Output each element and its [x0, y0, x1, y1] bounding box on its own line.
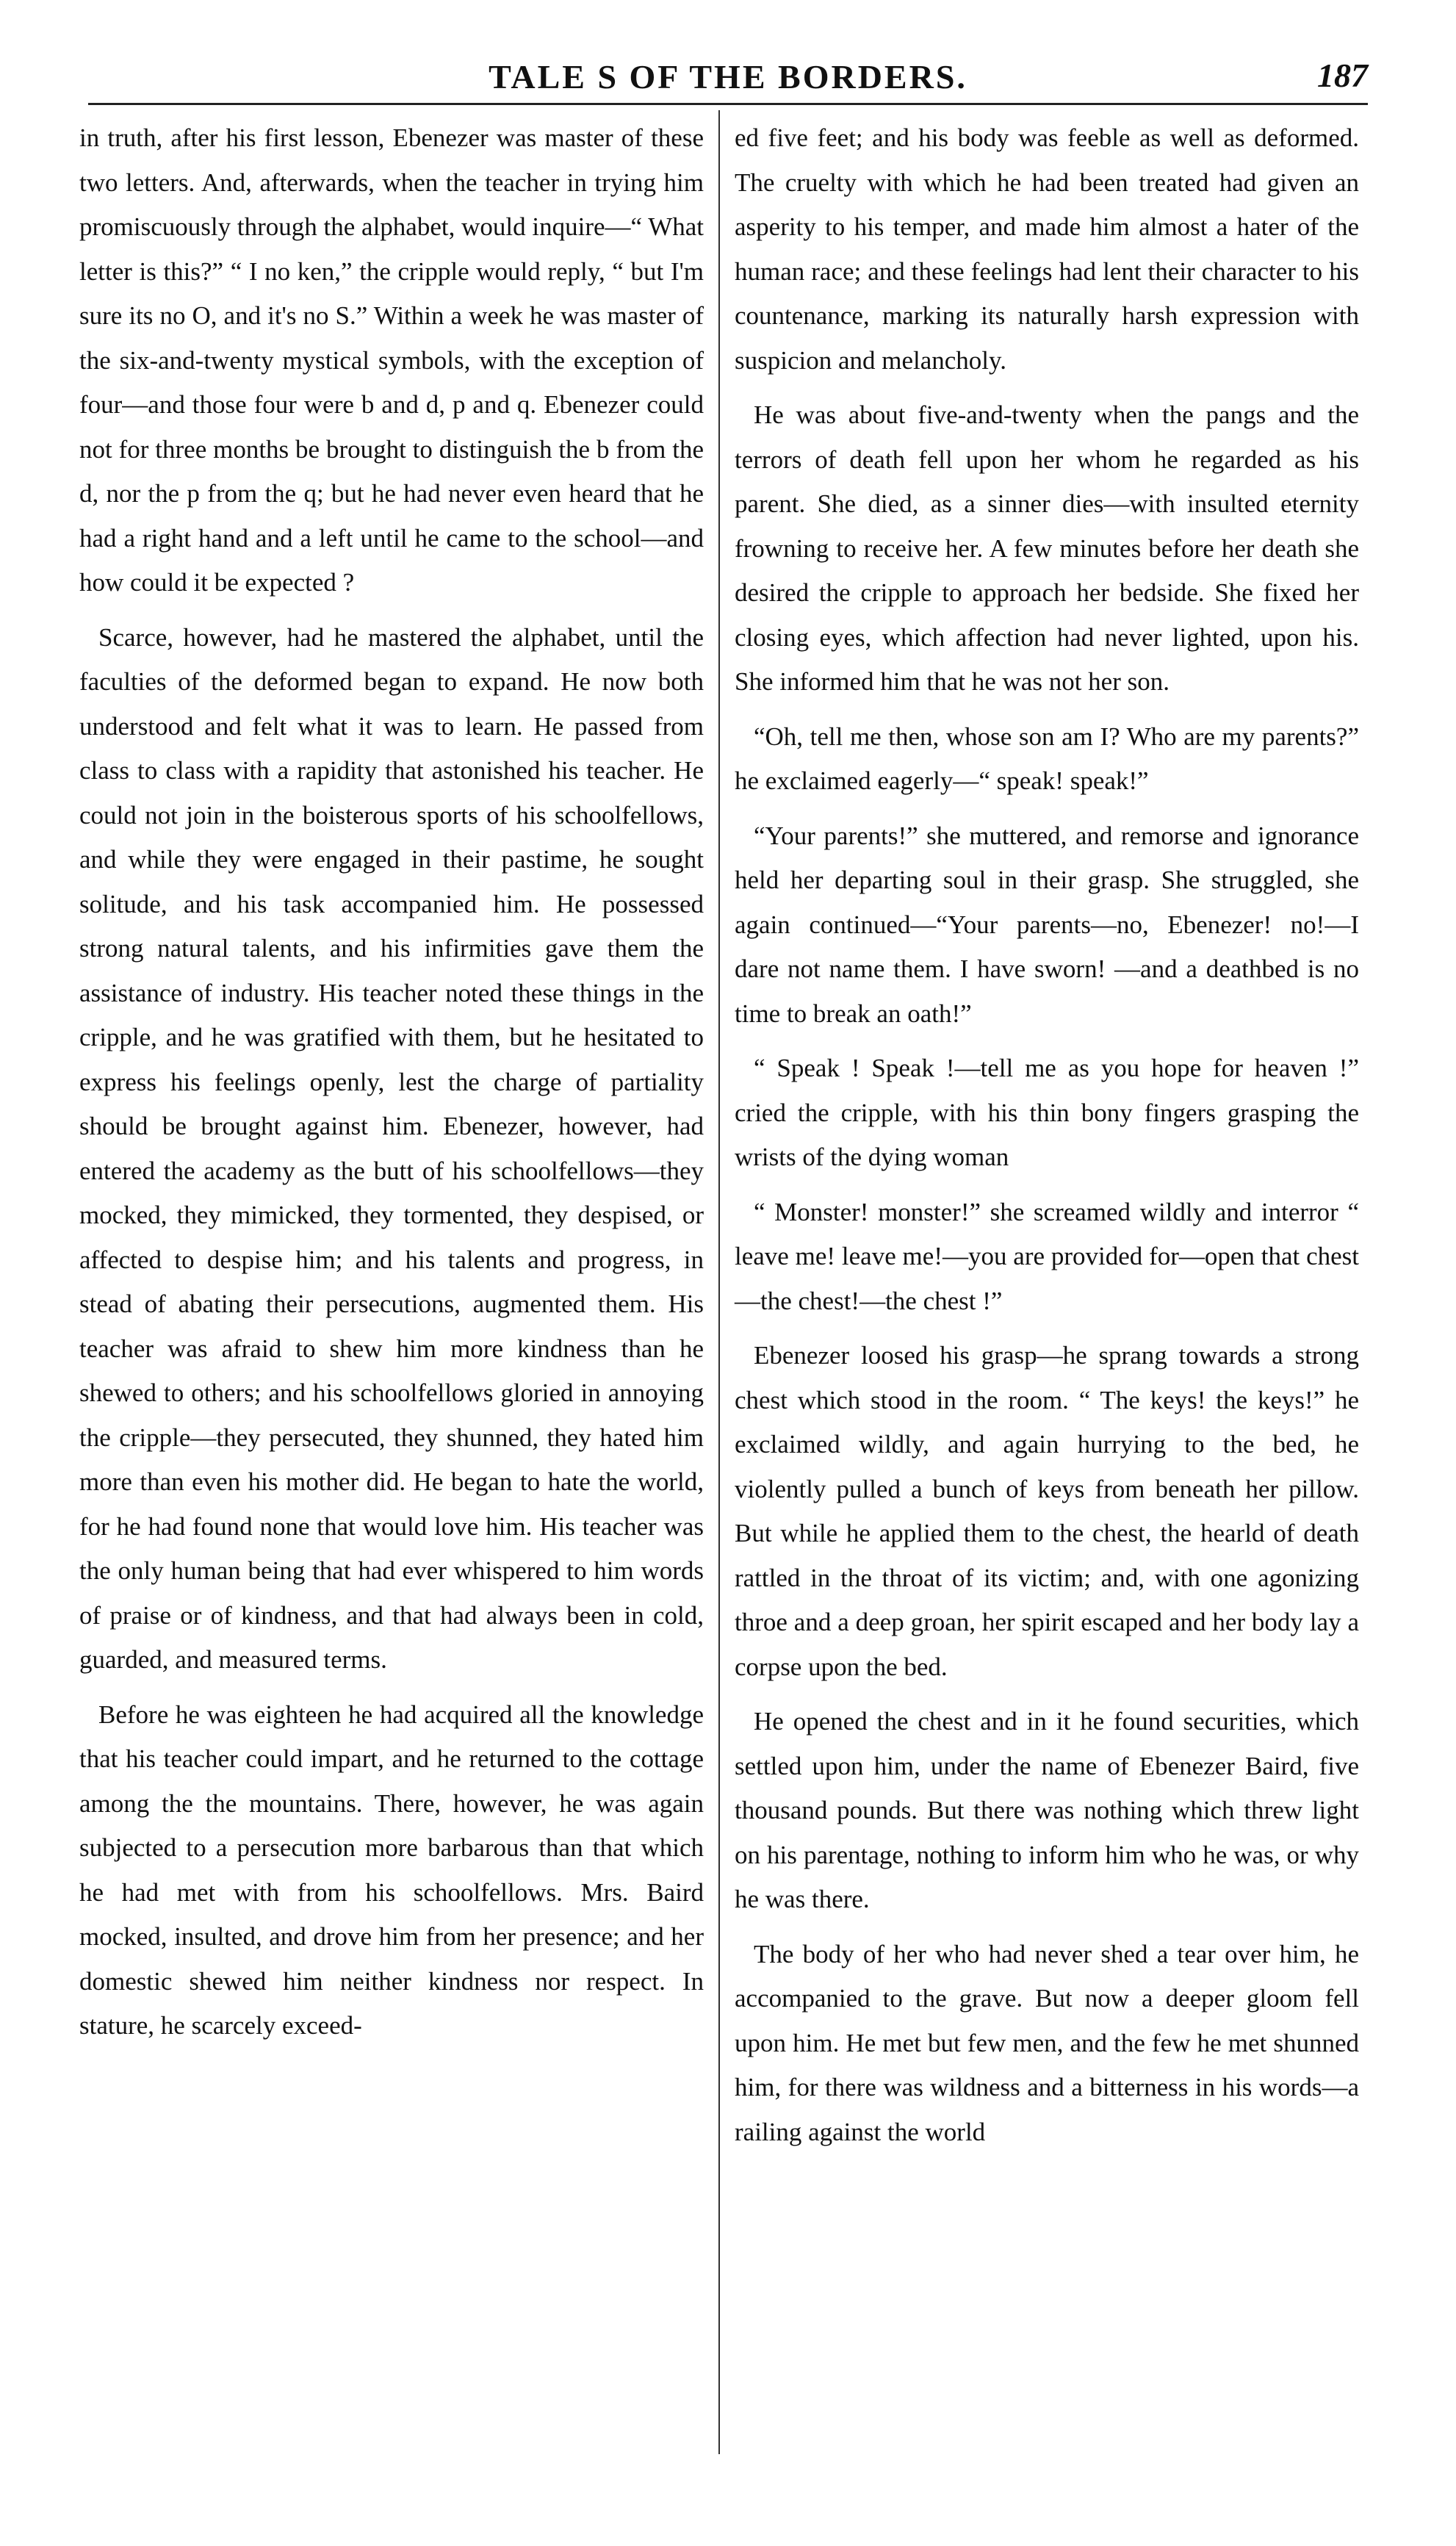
right-paragraph-5: “ Speak ! Speak !—tell me as you hope for heaven !” cried the cripple, with his thin bony fingers grasping the wrists of the dying woman: [735, 1054, 1359, 1171]
column-divider: [718, 110, 720, 2454]
right-paragraph-7: Ebenezer loosed his grasp—he sprang towards a strong chest which stood in the room. “ The keys! the keys!” he exclaimed wildly, and again hurrying to the bed, he violently pulled a bunch of keys from beneath her pillow. But while he applied them to the chest, the hearld of death rattled in the throat of its victim; and, with one agonizing throe and a deep groan, her spirit escaped and her body lay a corpse upon the bed.: [735, 1341, 1359, 1681]
left-paragraph-2: Scarce, however, had he mastered the alphabet, until the faculties of the deformed began to expand. He now both understood and felt what it was to learn. He passed from class to class with a rapidity that astonished his teacher. He could not join in the boisterous sports of his schoolfellows, and while they were engaged in their pastime, he sought solitude, and his task accompanied him. He possessed strong natural talents, and his infirmities gave them the assistance of industry. His teacher noted these things in the cripple, and he was gratified with them, but he hesitated to express his feelings openly, lest the charge of partiality should be brought against him. Ebenezer, however, had entered the academy as the butt of his schoolfellows—they mocked, they mimicked, they tormented, they despised, or affected to despise him; and his talents and progress, in stead of abating their persecutions, augmented them. His teacher was afraid to shew him more kindness than he shewed to others; and his schoolfellows gloried in annoying the cripple—they persecuted, they shunned, they hated him more than even his mother did. He began to hate the world, for he had found none that would love him. His teacher was the only human being that had ever whispered to him words of praise or of kindness, and that had always been in cold, guarded, and measured terms.: [79, 622, 704, 1674]
header-rule: [88, 103, 1368, 105]
right-paragraph-6: “ Monster! monster!” she screamed wildly and interror “ leave me! leave me!—you are provided for—open that chest—the chest!—the chest !”: [735, 1197, 1359, 1315]
right-paragraph-4: “Your parents!” she muttered, and remorse and ignorance held her departing soul in their grasp. She struggled, she again continued—“Your parents—no, Ebenezer! no!—I dare not name them. I have sworn! —and a deathbed is no time to break an oath!”: [735, 821, 1359, 1028]
page-number: 187: [1317, 57, 1368, 94]
page-header: [88, 44, 1368, 103]
left-paragraph-1: in truth, after his first lesson, Ebenezer was master of these two letters. And, afterwards, when the teacher in trying him promiscuously through the alphabet, would inquire—“ What letter is this?” “ I no ken,” the cripple would reply, “ but I'm sure its no O, and it's no S.” Within a week he was master of the six-and-twenty mystical symbols, with the exception of four—and those four were b and d, p and q. Ebenezer could not for three months be brought to distinguish the b from the d, nor the p from the q; but he had never even heard that he had a right hand and a left until he came to the school—and how could it be expected ?: [79, 123, 704, 597]
right-paragraph-2: He was about five-and-twenty when the pangs and the terrors of death fell upon her whom he regarded as his parent. She died, as a sinner dies—with insulted eternity frowning to receive her. A few minutes before her death she desired the cripple to approach her bedside. She fixed her closing eyes, which affection had never lighted, upon his. She informed him that he was not her son.: [735, 400, 1359, 696]
left-paragraph-3: Before he was eighteen he had acquired all the knowledge that his teacher could impart, and he returned to the cottage among the the mountains. There, however, he was again subjected to a persecution more barbarous than that which he had met with from his schoolfellows. Mrs. Baird mocked, insulted, and drove him from her presence; and her domestic shewed him neither kindness nor respect. In stature, he scarcely exceed-: [79, 1700, 704, 2040]
right-paragraph-9: The body of her who had never shed a tear over him, he accompanied to the grave. But now a deeper gloom fell upon him. He met but few men, and the few he met shunned him, for there was wildness and a bitterness in his words—a railing against the world: [735, 1939, 1359, 2146]
running-title: TALE S OF THE BORDERS.: [489, 58, 967, 96]
right-column: [735, 116, 1359, 2165]
right-paragraph-3: “Oh, tell me then, whose son am I? Who are my parents?” he exclaimed eagerly—“ speak! speak!”: [735, 722, 1359, 795]
right-paragraph-1: ed five feet; and his body was feeble as well as deformed. The cruelty with which he had been treated had given an asperity to his temper, and made him almost a hater of the human race; and these feelings had lent their character to his countenance, marking its naturally harsh expression with suspicion and melancholy.: [735, 123, 1359, 375]
right-paragraph-8: He opened the chest and in it he found securities, which settled upon him, under the name of Ebenezer Baird, five thousand pounds. But there was nothing which threw light on his parentage, nothing to inform him who he was, or why he was there.: [735, 1707, 1359, 1913]
left-column: [79, 116, 704, 2059]
